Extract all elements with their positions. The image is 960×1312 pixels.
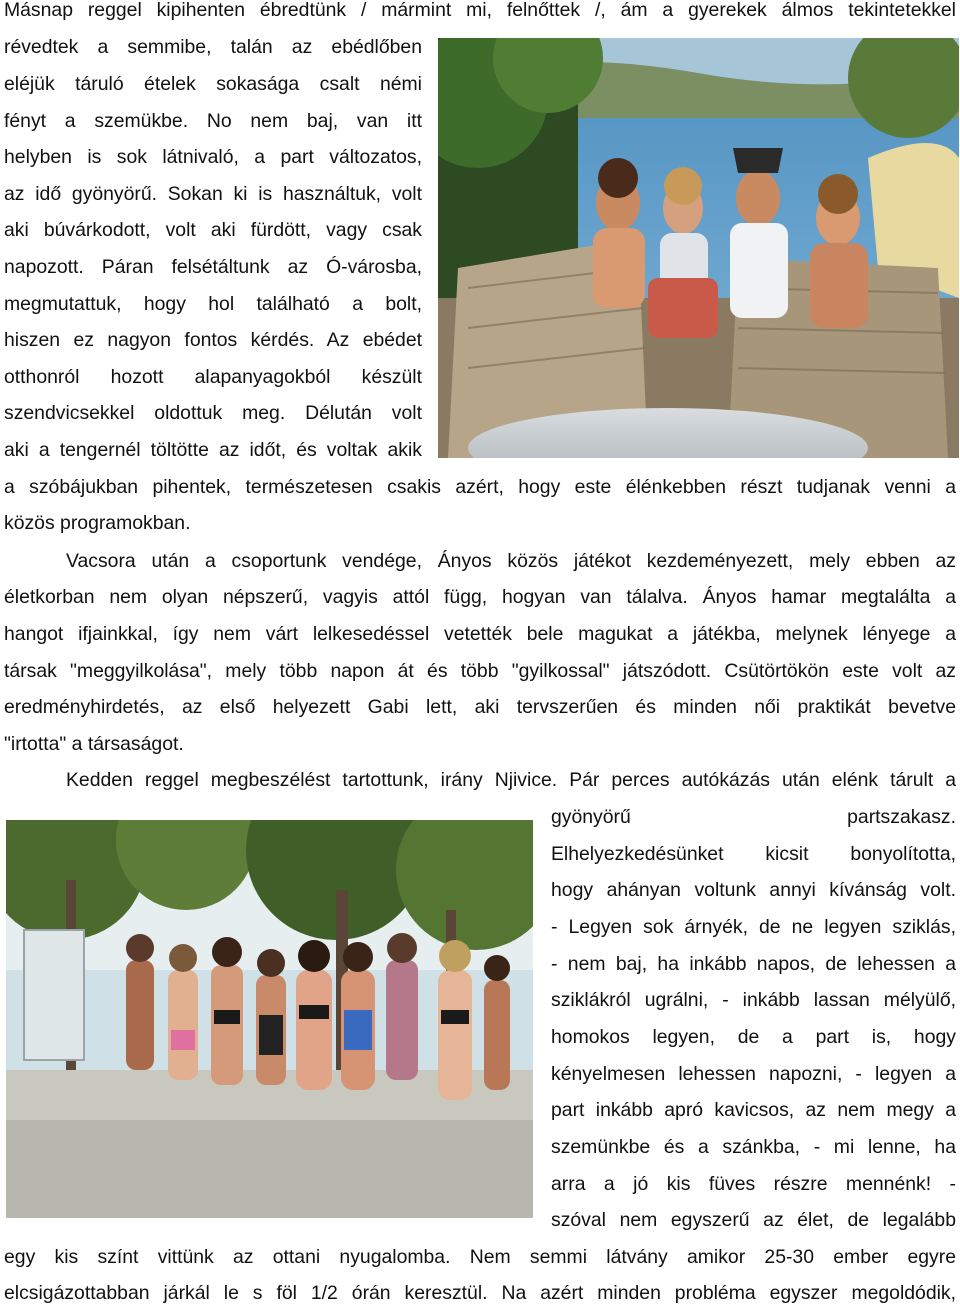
- photo-seaside-cafe: [438, 38, 959, 458]
- text-line: "irtotta" a társaságot.: [4, 733, 184, 755]
- text-line: révedtek a semmibe, talán az ebédlőben: [4, 36, 422, 58]
- text-line: helyben is sok látnivaló, a part változatos,: [4, 146, 422, 168]
- text-line: megmutattuk, hogy hol található a bolt,: [4, 293, 422, 315]
- text-line: a szóbájukban pihentek, természetesen csakis azért, hogy este élénkebben részt tudjanak venni a: [4, 476, 956, 498]
- text-line: Elhelyezkedésünket kicsit bonyolította,: [551, 843, 956, 865]
- text-line: hiszen ez nagyon fontos kérdés. Az ebédet: [4, 329, 422, 351]
- text-line: társak "meggyilkolása", mely több napon át és több "gyilkossal" játszódott. Csütörtökön este volt az: [4, 660, 956, 682]
- text-line: napozott. Páran felsétáltunk az Ó-városba,: [4, 256, 422, 278]
- text-line: - nem baj, ha inkább napos, de lehessen a: [551, 953, 956, 975]
- text-line: fényt a szemükbe. No nem baj, van itt: [4, 110, 422, 132]
- text-line: eredményhirdetés, az első helyezett Gabi lett, aki tervszerűen és minden női praktikát bevetve: [4, 696, 956, 718]
- text-line: eléjük táruló ételek sokasága csalt némi: [4, 73, 422, 95]
- text-line: szendvicsekkel oldottuk meg. Délután volt: [4, 402, 422, 424]
- text-line: homokos legyen, de a part is, hogy: [551, 1026, 956, 1048]
- text-line: kényelmesen lehessen napozni, - legyen a: [551, 1063, 956, 1085]
- text-line: az idő gyönyörű. Sokan ki is használtuk, volt: [4, 183, 422, 205]
- text-line: közös programokban.: [4, 512, 191, 534]
- photo-beach-group-image: [6, 820, 533, 1218]
- text-line: szemünkbe és a szánkba, - mi lenne, ha: [551, 1136, 956, 1158]
- photo-seaside-cafe-image: [438, 38, 959, 458]
- text-line: életkorban nem olyan népszerű, vagyis attól függ, hogyan van tálalva. Ányos hamar megtalálta a: [4, 586, 956, 608]
- text-line: hogy ahányan voltunk annyi kívánság volt.: [551, 879, 956, 901]
- text-line: otthonról hozott alapanyagokból készült: [4, 366, 422, 388]
- photo-beach-group: [6, 820, 533, 1218]
- text-line: szóval nem egyszerű az élet, de legalább: [551, 1209, 956, 1231]
- text-line: Vacsora után a csoportunk vendége, Ányos közös játékot kezdeményezett, mely ebben az: [66, 550, 956, 572]
- text-line: - Legyen sok árnyék, de ne legyen sziklás,: [551, 916, 956, 938]
- text-line: Másnap reggel kipihenten ébredtünk / mármint mi, felnőttek /, ám a gyerekek álmos tekintetekkel: [4, 0, 956, 21]
- text-line: hangot ifjainkkal, így nem várt lelkesedéssel vetették bele magukat a játékba, melynek lényege a: [4, 623, 956, 645]
- text-line: elcsigázottabban járkál le s föl 1/2 órán keresztül. Na azért minden probléma egyszer megoldódik,: [4, 1282, 956, 1304]
- text-line: arra a jó kis füves részre mennénk! -: [551, 1173, 956, 1195]
- text-line: aki búvárkodott, volt aki fürdött, vagy csak: [4, 219, 422, 241]
- text-line: Kedden reggel megbeszélést tartottunk, irány Njivice. Pár perces autókázás után elénk tárult a: [66, 769, 956, 791]
- text-line: aki a tengernél töltötte az időt, és voltak akik: [4, 439, 422, 461]
- text-line: part inkább apró kavicsos, az nem megy a: [551, 1099, 956, 1121]
- text-line: egy kis színt vittünk az ottani nyugalomba. Nem semmi látvány amikor 25-30 ember egyre: [4, 1246, 956, 1268]
- text-line: sziklákról ugrálni, - inkább lassan mélyülő,: [551, 989, 956, 1011]
- text-line: gyönyörű partszakasz.: [551, 806, 956, 828]
